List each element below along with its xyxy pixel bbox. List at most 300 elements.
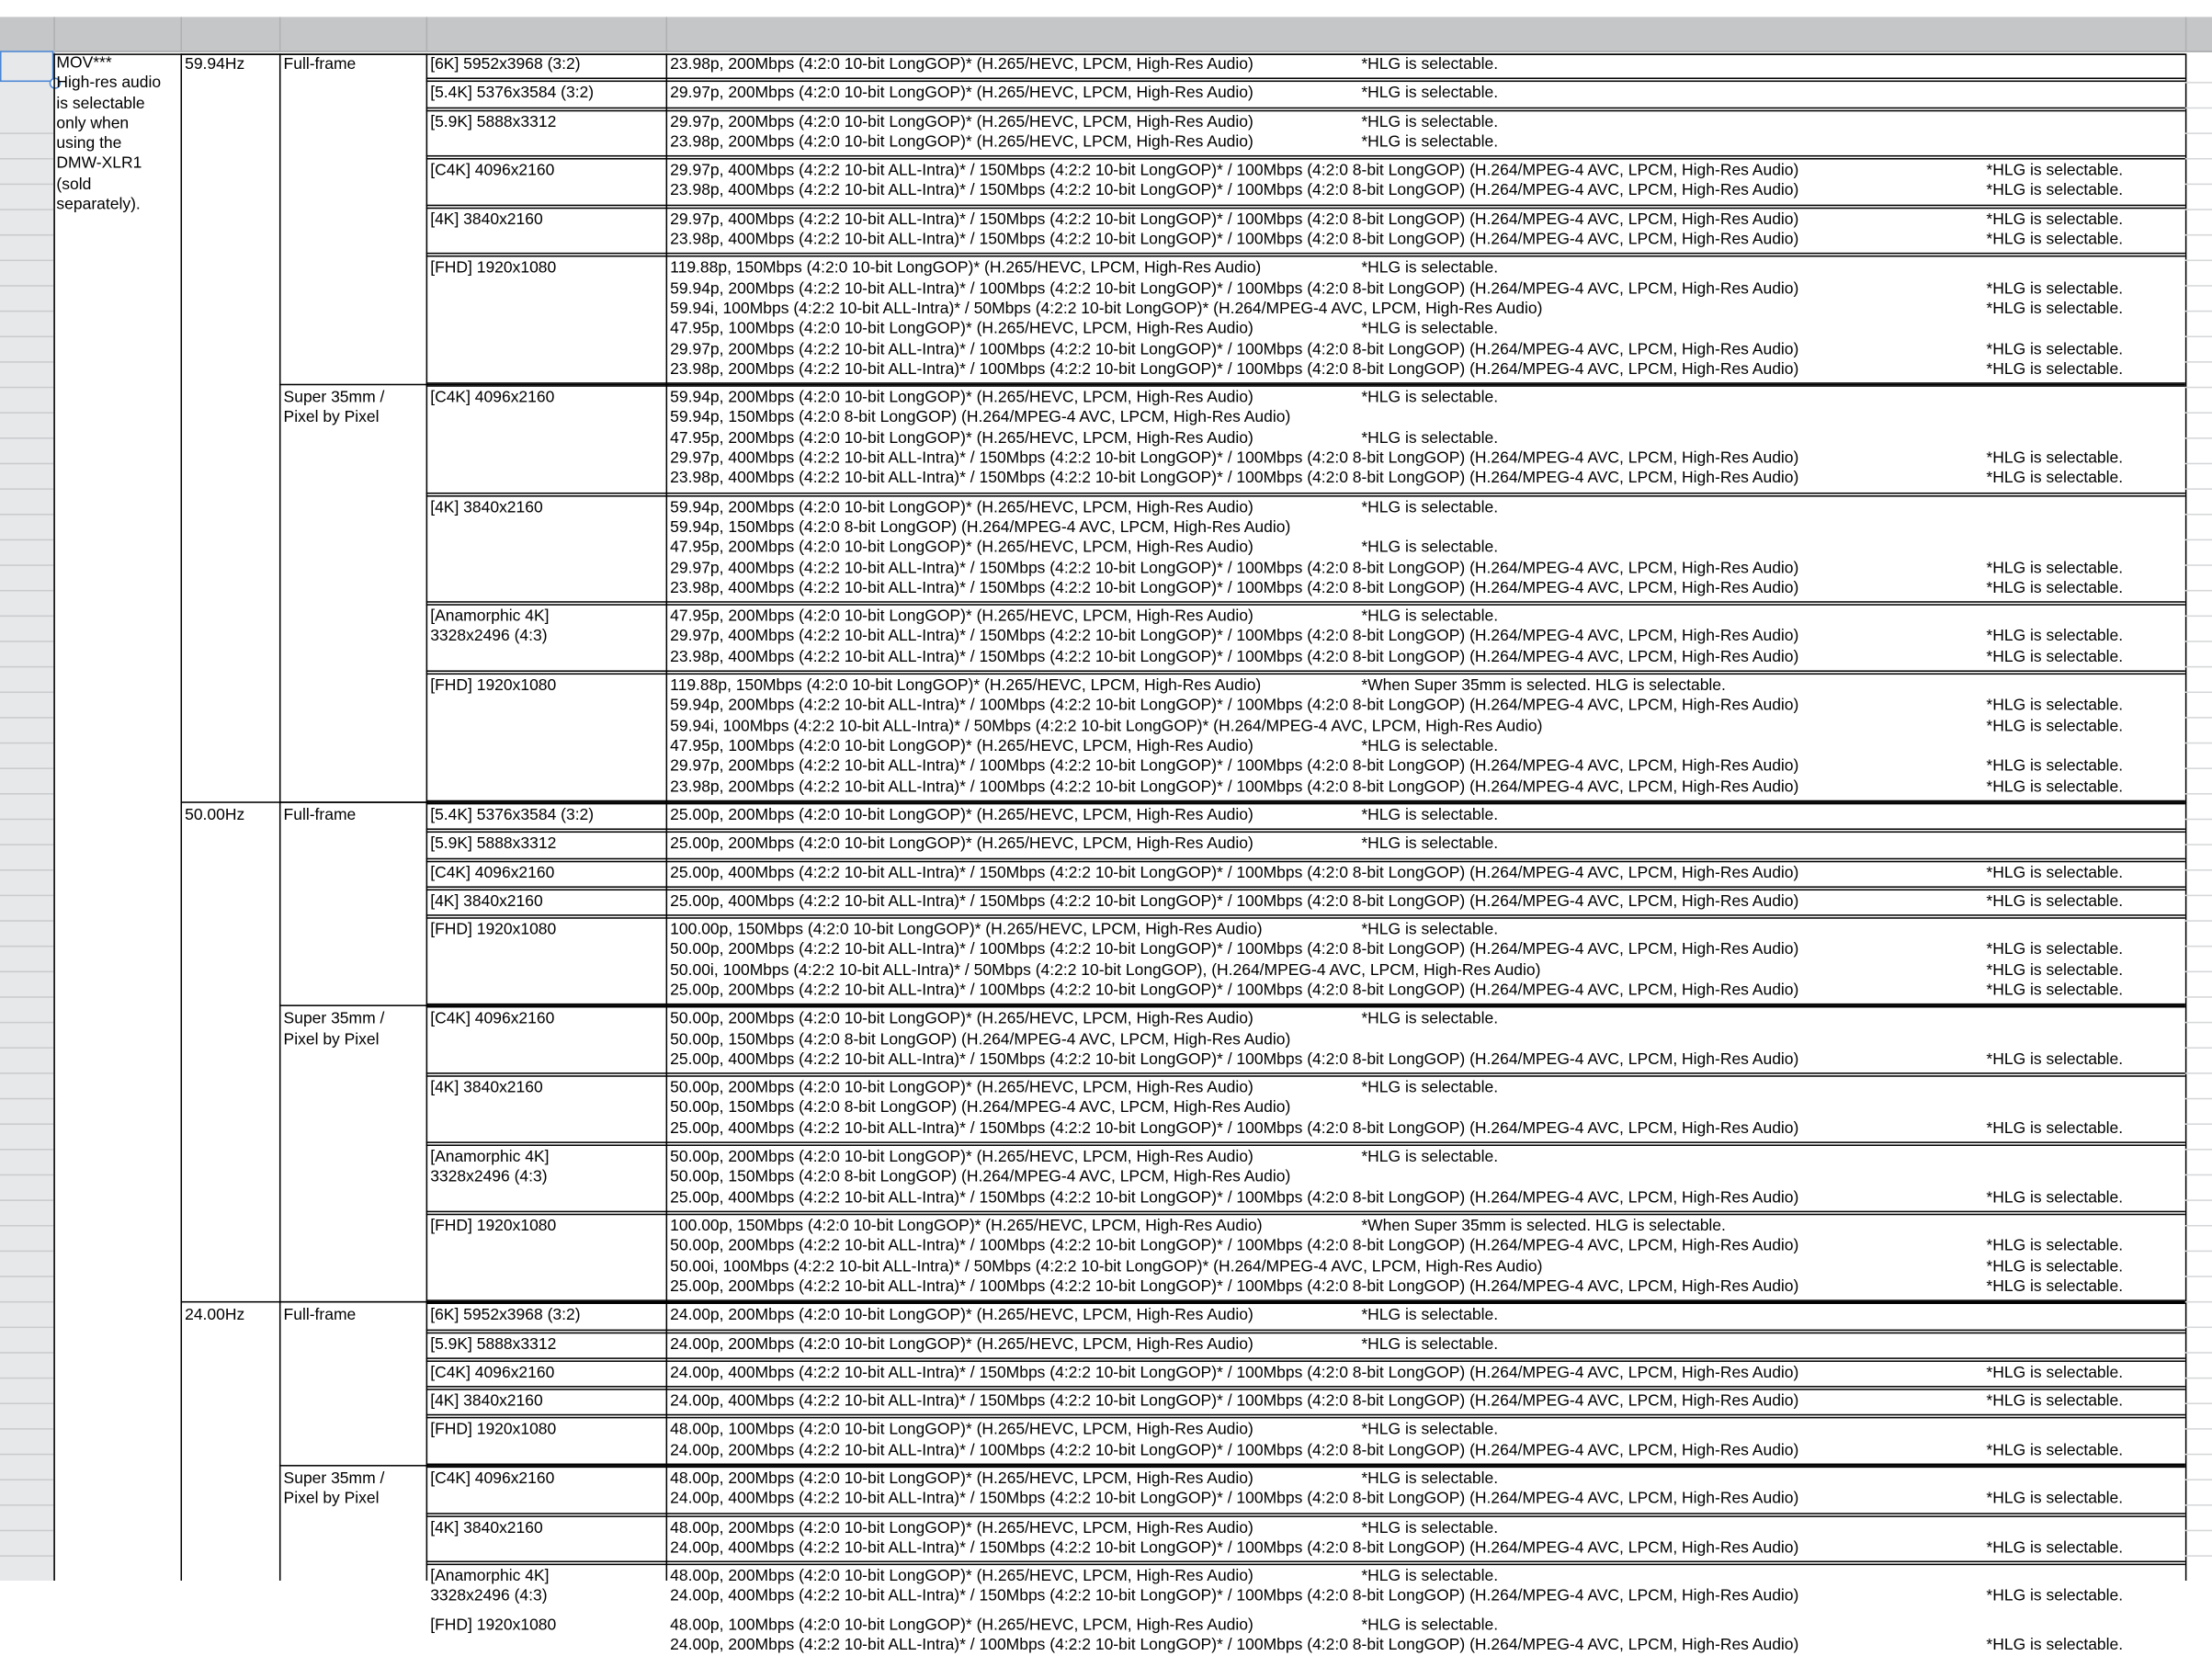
row-header-divider [0,412,53,414]
resolution-cell[interactable] [430,676,556,697]
spec-text: 29.97p, 400Mbps (4:2:2 10-bit ALL-Intra)* / 150Mbps (4:2:2 10-bit LongGOP)* / 100Mbps (4:2:0 8-bit LongGOP) (H.264/MPEG-4 AVC, LPCM, High-Res Audio) [670,629,1799,646]
spec-text: 25.00p, 400Mbps (4:2:2 10-bit ALL-Intra)* / 150Mbps (4:2:2 10-bit LongGOP)* / 100Mbps (4:2:0 8-bit LongGOP) (H.264/MPEG-4 AVC, LPCM, High-Res Audio) [670,864,1799,882]
hlg-note: *HLG is selectable. [1986,579,2124,597]
gridline-faint [2185,1047,2212,1049]
grid-line [426,889,2185,890]
grid-line [426,671,2185,673]
cell-text-line: 59.94Hz [185,56,245,74]
cell-text-line: Full-frame [283,1307,357,1324]
column-header[interactable] [279,17,427,51]
resolution-cell[interactable] [430,161,554,181]
grid-line [426,1360,2185,1362]
resolution-cell[interactable] [430,1334,556,1355]
grid-line [426,1467,2185,1469]
recording-spec-cell[interactable] [670,1334,1499,1355]
grid-line [425,53,427,1581]
hlg-note: *HLG is selectable. [1986,864,2124,882]
format-note-cell[interactable] [56,74,180,215]
row-header-divider [0,641,53,642]
grid-line [665,53,667,1581]
column-header-bar[interactable] [0,17,2212,51]
cell-text-line: [C4K] 4096x2160 [430,1364,555,1382]
resolution-cell[interactable] [430,498,543,518]
spec-text: 119.88p, 150Mbps (4:2:0 10-bit LongGOP)* (H.265/HEVC, LPCM, High-Res Audio) [670,677,1262,695]
sensor-mode-cell[interactable] [284,806,357,826]
spec-line [670,320,1798,340]
recording-spec-cell[interactable] [670,259,2124,380]
hlg-note: *HLG is selectable. [1361,390,1499,407]
hlg-note: *HLG is selectable. [1986,1491,2124,1508]
resolution-cell[interactable] [430,1009,554,1029]
resolution-cell[interactable] [430,84,594,104]
grid-line [426,495,2185,497]
column-header[interactable] [426,17,668,51]
spec-text: 59.94p, 150Mbps (4:2:0 8-bit LongGOP) (H.264/MPEG-4 AVC, LPCM, High-Res Audio) [670,410,1291,427]
spec-line [670,1587,2124,1607]
recording-spec-cell[interactable] [670,1616,2124,1656]
hlg-note: *HLG is selectable. [1361,321,1499,338]
row-header-divider [0,869,53,871]
recording-spec-cell[interactable] [670,1363,2124,1383]
cell-text-line: [C4K] 4096x2160 [430,390,555,407]
spec-text: 59.94p, 200Mbps (4:2:2 10-bit ALL-Intra)* / 100Mbps (4:2:2 10-bit LongGOP)* / 100Mbps (4:2:0 8-bit LongGOP) (H.264/MPEG-4 AVC, LPCM, High-Res Audio) [670,280,1799,298]
hlg-note: *HLG is selectable. [1986,301,2124,318]
gridline-faint [2185,1530,2212,1532]
spec-line [670,1363,2124,1383]
column-header[interactable] [53,17,182,51]
resolution-cell[interactable] [430,1363,554,1383]
spec-line [670,806,1499,826]
grid-line [426,829,2185,831]
row-header-divider [0,1327,53,1329]
grid-line [426,1075,2185,1077]
spec-text: 100.00p, 150Mbps (4:2:0 10-bit LongGOP)* (H.265/HEVC, LPCM, High-Res Audio) [670,921,1263,939]
grid-line [53,53,2185,55]
grid-line [426,1329,2185,1331]
spec-text: 29.97p, 400Mbps (4:2:2 10-bit ALL-Intra)* / 150Mbps (4:2:2 10-bit LongGOP)* / 100Mbps (4:2:0 8-bit LongGOP) (H.264/MPEG-4 AVC, LPCM, High-Res Audio) [670,162,1799,180]
row-header-divider [0,514,53,516]
grid-line [426,109,2185,111]
spec-line [670,777,2124,798]
grid-line [426,1142,2185,1144]
recording-spec-cell[interactable] [670,161,2124,201]
recording-spec-cell[interactable] [670,112,1499,153]
resolution-cell[interactable] [430,1217,556,1237]
sensor-mode-cell[interactable] [284,55,357,75]
spec-text: 25.00p, 200Mbps (4:2:2 10-bit ALL-Intra)* / 100Mbps (4:2:2 10-bit LongGOP)* / 100Mbps (4:2:0 8-bit LongGOP) (H.264/MPEG-4 AVC, LPCM, High-Res Audio) [670,981,1799,1000]
row-header-divider [0,767,53,769]
row-header-divider [0,1454,53,1456]
sensor-mode-cell[interactable] [284,389,385,429]
note-text-line: High-res audio [56,74,162,93]
recording-spec-cell[interactable] [670,210,2124,251]
cell-text-line: [4K] 3840x2160 [430,892,543,911]
gridline-faint [2185,311,2212,312]
spec-text: 25.00p, 200Mbps (4:2:0 10-bit LongGOP)* (H.265/HEVC, LPCM, High-Res Audio) [670,807,1253,824]
gridline-faint [2185,1225,2212,1227]
recording-spec-cell[interactable] [670,55,1499,75]
spec-text: 23.98p, 400Mbps (4:2:2 10-bit ALL-Intra)* / 150Mbps (4:2:2 10-bit LongGOP)* / 100Mbps (4:2:0 8-bit LongGOP) (H.264/MPEG-4 AVC, LPCM, High-Res Audio) [670,231,1799,249]
hlg-note: *HLG is selectable. [1986,629,2124,646]
hlg-note: *When Super 35mm is selected. HLG is selectable. [1361,1218,1726,1235]
grid-line [426,1515,2185,1517]
grid-line [426,1211,2185,1213]
resolution-cell[interactable] [430,1421,556,1441]
row-header-divider [0,437,53,439]
grid-line [426,860,2185,862]
row-header-divider [0,1428,53,1430]
recording-spec-cell[interactable] [670,84,1499,104]
hlg-note: *HLG is selectable. [1986,892,2124,911]
cell-text-line: 50.00Hz [185,807,245,824]
resolution-cell[interactable] [430,1391,543,1412]
gridline-faint [2185,717,2212,719]
sensor-mode-cell[interactable] [284,1009,385,1049]
gridline-faint [2185,691,2212,693]
gridline-faint [2185,819,2212,821]
gridline-faint [2185,108,2212,109]
resolution-cell[interactable] [430,891,543,912]
cell-text-line: 24.00Hz [185,1307,245,1324]
column-header[interactable] [180,17,280,51]
hlg-note: *HLG is selectable. [1361,1080,1499,1097]
recording-spec-cell[interactable] [670,389,2124,490]
recording-spec-cell[interactable] [670,891,2124,912]
grid-line [426,1357,2185,1359]
spec-line [670,1636,2124,1656]
hlg-note: *HLG is selectable. [1986,1120,2124,1138]
resolution-cell[interactable] [430,834,556,855]
spec-text: 48.00p, 200Mbps (4:2:0 10-bit LongGOP)* (H.265/HEVC, LPCM, High-Res Audio) [670,1470,1253,1488]
row-header-divider [0,1402,53,1404]
resolution-cell[interactable] [430,1469,554,1490]
hlg-note: *HLG is selectable. [1361,133,1499,152]
hlg-note: *HLG is selectable. [1986,941,2124,959]
grid-line [426,1561,2185,1563]
frequency-cell[interactable] [185,806,244,826]
gridline-faint [2185,387,2212,389]
spec-line [670,539,1798,559]
hlg-note: *HLG is selectable. [1986,450,2124,468]
spec-line [670,1257,2124,1277]
spec-line [670,518,1798,539]
resolution-cell[interactable] [430,607,549,648]
resolution-cell[interactable] [430,1079,543,1099]
gridline-faint [2185,82,2212,84]
hlg-note: *HLG is selectable. [1361,1335,1499,1353]
gridline-faint [2185,996,2212,998]
spec-line [670,737,1798,757]
frequency-cell[interactable] [185,55,244,75]
spec-text: 23.98p, 200Mbps (4:2:2 10-bit ALL-Intra)* / 100Mbps (4:2:2 10-bit LongGOP)* / 100Mbps (4:2:0 8-bit LongGOP) (H.264/MPEG-4 AVC, LPCM, High-Res Audio) [670,360,1799,379]
recording-spec-cell[interactable] [670,1009,2124,1070]
format-cell[interactable]: MOV*** [56,54,112,73]
spec-line [670,920,1798,940]
gridline-faint [2185,1072,2212,1074]
gridline-faint [2185,539,2212,541]
grid-line [426,158,2185,160]
grid-line [426,674,2185,675]
row-header-divider [0,234,53,236]
grid-line [426,1513,2185,1514]
spec-text: 47.95p, 100Mbps (4:2:0 10-bit LongGOP)* (H.265/HEVC, LPCM, High-Res Audio) [670,738,1253,755]
gridline-faint [2185,869,2212,871]
grid-line [426,207,2185,209]
recording-spec-cell[interactable] [670,1421,2124,1461]
gridline-faint [2185,514,2212,516]
row-header-divider [0,1276,53,1277]
recording-spec-cell[interactable] [670,1391,2124,1412]
spec-text: 23.98p, 200Mbps (4:2:0 10-bit LongGOP)* (H.265/HEVC, LPCM, High-Res Audio) [670,133,1253,152]
cell-text-line: Pixel by Pixel [283,1030,380,1049]
grid-line [53,53,55,1581]
sensor-mode-cell[interactable] [284,1306,357,1326]
gridline-faint [2185,1402,2212,1404]
cell-text-line: Pixel by Pixel [283,410,380,427]
row-header-divider [0,1047,53,1049]
gridline-faint [2185,132,2212,134]
row-header-divider [0,1123,53,1125]
spec-text: 48.00p, 200Mbps (4:2:0 10-bit LongGOP)* (H.265/HEVC, LPCM, High-Res Audio) [670,1519,1253,1537]
row-header-divider [0,666,53,668]
hlg-note: *HLG is selectable. [1361,1519,1499,1537]
row-header-divider [0,1225,53,1227]
hlg-note: *HLG is selectable. [1986,162,2124,180]
row-header-divider [0,1504,53,1506]
hlg-note: *HLG is selectable. [1986,1539,2124,1557]
spec-line [670,676,1798,697]
cell-text-line: [6K] 5952x3968 (3:2) [430,1307,581,1324]
spec-text: 50.00i, 100Mbps (4:2:2 10-bit ALL-Intra)* / 50Mbps (4:2:2 10-bit LongGOP)* (H.264/MPEG-4 AVC, LPCM, High-Res Audio) [670,1258,1543,1276]
select-all-corner[interactable] [0,17,55,51]
resolution-cell[interactable] [430,112,556,132]
row-header-divider [0,539,53,541]
recording-spec-cell[interactable] [670,920,2124,1001]
cell-text-line: Full-frame [283,807,357,824]
hlg-note: *HLG is selectable. [1986,1189,2124,1207]
grid-line [426,605,2185,607]
row-header-bar[interactable] [0,51,55,1581]
recording-spec-cell[interactable] [670,863,2124,883]
cell-text-line: Super 35mm / [283,1470,385,1488]
gridline-faint [2185,564,2212,566]
recording-spec-cell[interactable] [670,1306,1499,1326]
gridline-faint [2185,1504,2212,1506]
cell-text-line: [5.9K] 5888x3312 [430,835,557,853]
cell-text-line: [4K] 3840x2160 [430,1519,543,1537]
hlg-note: *HLG is selectable. [1986,649,2124,666]
row-header-divider [0,895,53,897]
resolution-cell[interactable] [430,259,556,279]
resolution-cell[interactable] [430,1616,556,1636]
recording-spec-cell[interactable] [670,1079,2124,1140]
resolution-cell[interactable] [430,1306,580,1326]
cell-text-line: Super 35mm / [283,390,385,407]
spec-line [670,1421,1798,1441]
grid-line [426,857,2185,859]
grid-line [426,204,2185,206]
spec-text: 24.00p, 200Mbps (4:2:0 10-bit LongGOP)* (H.265/HEVC, LPCM, High-Res Audio) [670,1307,1253,1324]
grid-line [180,801,2184,803]
spec-line [670,259,1798,279]
spec-text: 23.98p, 200Mbps (4:2:0 10-bit LongGOP)* (H.265/HEVC, LPCM, High-Res Audio) [670,56,1253,74]
resolution-cell[interactable] [430,389,554,409]
hlg-note: *HLG is selectable. [1986,1637,2124,1654]
hlg-note: *HLG is selectable. [1361,807,1499,824]
spec-text: 50.00p, 200Mbps (4:2:2 10-bit ALL-Intra)* / 100Mbps (4:2:2 10-bit LongGOP)* / 100Mbps (4:2:0 8-bit LongGOP) (H.264/MPEG-4 AVC, LPCM, High-Res Audio) [670,941,1799,959]
hlg-note: *HLG is selectable. [1361,260,1499,278]
cell-text-line: [4K] 3840x2160 [430,1080,543,1097]
spec-line [670,648,2124,668]
spec-text: 50.00p, 200Mbps (4:2:0 10-bit LongGOP)* (H.265/HEVC, LPCM, High-Res Audio) [670,1080,1253,1097]
recording-spec-cell[interactable] [670,834,1499,855]
spec-line [670,558,2124,578]
note-text-line: separately). [56,196,141,214]
grid-line [426,1303,2185,1305]
grid-line [426,1389,2185,1390]
spec-text: 47.95p, 200Mbps (4:2:0 10-bit LongGOP)* (H.265/HEVC, LPCM, High-Res Audio) [670,608,1253,626]
spec-line [670,359,2124,380]
gridline-faint [2185,412,2212,414]
spec-line [670,1168,1798,1188]
column-header[interactable] [666,17,2187,51]
column-header[interactable] [2185,17,2212,51]
resolution-cell[interactable] [430,863,554,883]
hlg-note: *HLG is selectable. [1361,56,1499,74]
cell-text-line: [FHD] 1920x1080 [430,1422,557,1439]
row-header-divider [0,1479,53,1480]
row-header-divider [0,285,53,287]
spec-text: 59.94p, 150Mbps (4:2:0 8-bit LongGOP) (H.264/MPEG-4 AVC, LPCM, High-Res Audio) [670,519,1291,537]
recording-spec-cell[interactable] [670,1148,2124,1208]
recording-spec-cell[interactable] [670,1217,2124,1298]
recording-spec-cell[interactable] [670,607,2124,668]
grid-line [426,914,2185,916]
hlg-note: *HLG is selectable. [1361,1616,1499,1635]
spec-line [670,891,2124,912]
grid-line [426,253,2185,255]
spec-text: 50.00p, 150Mbps (4:2:0 8-bit LongGOP) (H.264/MPEG-4 AVC, LPCM, High-Res Audio) [670,1169,1291,1186]
cell-text-line: [FHD] 1920x1080 [430,677,557,695]
spec-text: 24.00p, 400Mbps (4:2:2 10-bit ALL-Intra)* / 150Mbps (4:2:2 10-bit LongGOP)* / 100Mbps (4:2:0 8-bit LongGOP) (H.264/MPEG-4 AVC, LPCM, High-Res Audio) [670,1364,1799,1382]
grid-line [426,803,2185,805]
recording-spec-cell[interactable] [670,676,2124,798]
resolution-cell[interactable] [430,1567,549,1607]
spec-text: 50.00p, 200Mbps (4:2:2 10-bit ALL-Intra)* / 100Mbps (4:2:2 10-bit LongGOP)* / 100Mbps (4:2:0 8-bit LongGOP) (H.264/MPEG-4 AVC, LPCM, High-Res Audio) [670,1238,1799,1255]
grid-line [426,1386,2185,1388]
hlg-note: *HLG is selectable. [1361,430,1499,448]
spec-text: 23.98p, 200Mbps (4:2:2 10-bit ALL-Intra)* / 100Mbps (4:2:2 10-bit LongGOP)* / 100Mbps (4:2:0 8-bit LongGOP) (H.264/MPEG-4 AVC, LPCM, High-Res Audio) [670,778,1799,796]
grid-line [426,155,2185,157]
hlg-note: *HLG is selectable. [1986,1442,2124,1459]
gridline-faint [2185,234,2212,236]
grid-line [426,1072,2185,1074]
spec-line [670,1334,1499,1355]
row-header-divider [0,1378,53,1379]
spec-text: 47.95p, 200Mbps (4:2:0 10-bit LongGOP)* (H.265/HEVC, LPCM, High-Res Audio) [670,430,1253,448]
grid-line [426,601,2185,603]
spec-text: 59.94p, 200Mbps (4:2:0 10-bit LongGOP)* (H.265/HEVC, LPCM, High-Res Audio) [670,390,1253,407]
spec-text: 48.00p, 100Mbps (4:2:0 10-bit LongGOP)* (H.265/HEVC, LPCM, High-Res Audio) [670,1616,1253,1635]
spec-line [670,1049,2124,1070]
spec-line [670,960,2124,981]
gridline-faint [2185,1555,2212,1557]
hlg-note: *HLG is selectable. [1361,113,1499,131]
grid-line [426,1214,2185,1216]
grid-line [279,1465,2185,1467]
spec-text: 50.00i, 100Mbps (4:2:2 10-bit ALL-Intra)* / 50Mbps (4:2:2 10-bit LongGOP), (H.264/MPEG-4 AVC, LPCM, High-Res Audio) [670,961,1541,980]
hlg-note: *HLG is selectable. [1986,1238,2124,1255]
recording-spec-cell[interactable] [670,1518,2124,1559]
spec-text: 25.00p, 200Mbps (4:2:0 10-bit LongGOP)* (H.265/HEVC, LPCM, High-Res Audio) [670,835,1253,853]
hlg-note: *HLG is selectable. [1986,1258,2124,1276]
row-header-divider [0,743,53,744]
resolution-cell[interactable] [430,806,594,826]
spec-text: 47.95p, 200Mbps (4:2:0 10-bit LongGOP)* (H.265/HEVC, LPCM, High-Res Audio) [670,539,1253,557]
spec-text: 29.97p, 400Mbps (4:2:2 10-bit ALL-Intra)* / 150Mbps (4:2:2 10-bit LongGOP)* / 100Mbps (4:2:0 8-bit LongGOP) (H.264/MPEG-4 AVC, LPCM, High-Res Audio) [670,450,1799,468]
gridline-faint [2185,895,2212,897]
spec-text: 25.00p, 400Mbps (4:2:2 10-bit ALL-Intra)* / 150Mbps (4:2:2 10-bit LongGOP)* / 100Mbps (4:2:0 8-bit LongGOP) (H.264/MPEG-4 AVC, LPCM, High-Res Audio) [670,1120,1799,1138]
gridline-faint [2185,641,2212,642]
resolution-cell[interactable] [430,55,580,75]
grid-line [426,1006,2185,1008]
spec-text: 24.00p, 400Mbps (4:2:2 10-bit ALL-Intra)* / 150Mbps (4:2:2 10-bit LongGOP)* / 100Mbps (4:2:0 8-bit LongGOP) (H.264/MPEG-4 AVC, LPCM, High-Res Audio) [670,1392,1799,1411]
hlg-note: *HLG is selectable. [1986,231,2124,249]
spec-text: 59.94i, 100Mbps (4:2:2 10-bit ALL-Intra)* / 50Mbps (4:2:2 10-bit LongGOP)* (H.264/MPEG-4 AVC, LPCM, High-Res Audio) [670,718,1543,735]
hlg-note: *HLG is selectable. [1986,1588,2124,1605]
cell-text-line: [FHD] 1920x1080 [430,260,557,278]
cell-text-line: Super 35mm / [283,1011,385,1028]
spec-line [670,210,2124,231]
spec-line [670,1306,1499,1326]
grid-line [279,384,2185,386]
gridline-faint [2185,1251,2212,1253]
resolution-cell[interactable] [430,1518,543,1538]
gridline-faint [2185,920,2212,922]
spec-line [670,230,2124,250]
recording-spec-cell[interactable] [670,806,1499,826]
resolution-cell[interactable] [430,210,543,231]
row-header-divider [0,819,53,821]
cell-selection[interactable] [0,51,53,82]
cell-text-line: [5.9K] 5888x3312 [430,1335,557,1353]
row-header-divider [0,946,53,947]
row-header-divider [0,971,53,973]
gridline-faint [2185,1123,2212,1125]
hlg-note: *HLG is selectable. [1361,1149,1499,1166]
gridline-faint [2185,946,2212,947]
spec-text: 119.88p, 150Mbps (4:2:0 10-bit LongGOP)* (H.265/HEVC, LPCM, High-Res Audio) [670,260,1262,278]
cell-text-line: [FHD] 1920x1080 [430,1218,557,1235]
gridline-faint [2185,1174,2212,1176]
row-header-divider [0,616,53,618]
resolution-cell[interactable] [430,1148,549,1188]
recording-spec-cell[interactable] [670,498,2124,599]
recording-spec-cell[interactable] [670,1567,2124,1607]
row-header-divider [0,1555,53,1557]
row-header-divider [0,1301,53,1303]
row-header-divider [0,209,53,210]
resolution-cell[interactable] [430,920,556,940]
sensor-mode-cell[interactable] [284,1469,385,1510]
spec-line [670,1148,1798,1168]
cell-text-line: [5.4K] 5376x3584 (3:2) [430,85,595,103]
recording-spec-cell[interactable] [670,1469,2124,1510]
hlg-note: *HLG is selectable. [1361,1307,1499,1324]
row-header-divider [0,361,53,363]
grid-line [426,492,2185,493]
frequency-cell[interactable] [185,1306,244,1326]
